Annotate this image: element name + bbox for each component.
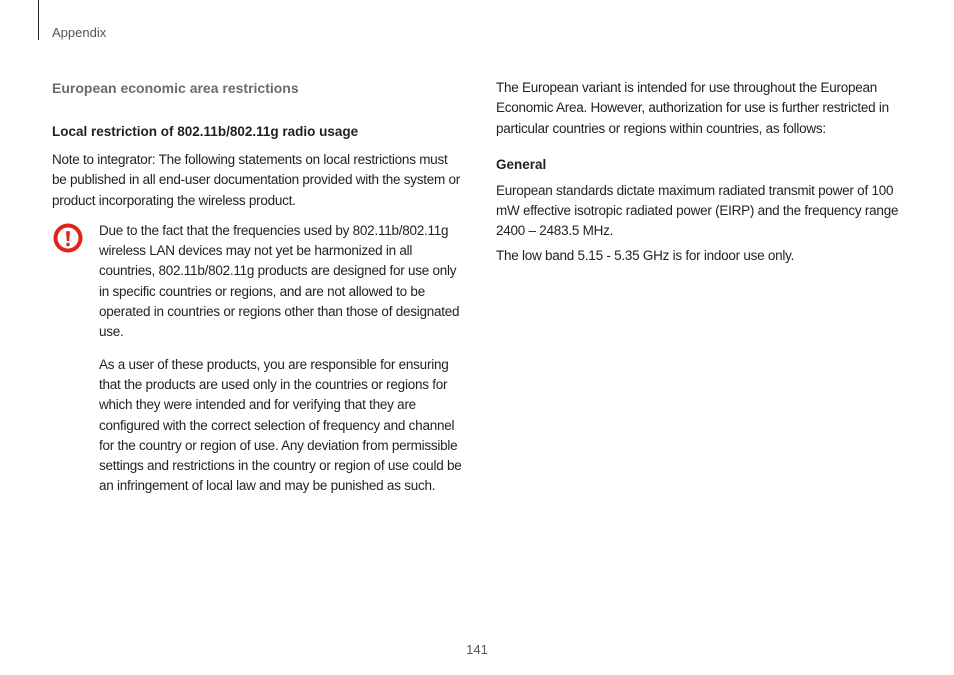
european-variant-paragraph: The European variant is intended for use throughout the European Economic Area. However, authorization for use is further restricted in particular countries or regions within countries, as follows: (496, 80, 889, 136)
caution-block (52, 221, 462, 497)
subheading-local-restriction: Local restriction of 802.11b/802.11g radio usage (52, 124, 359, 139)
section-title: European economic area restrictions (52, 80, 299, 96)
left-column (52, 78, 462, 509)
margin-rule (38, 0, 39, 40)
caution-icon (52, 222, 84, 254)
caution-paragraph-2: As a user of these products, you are responsible for ensuring that the products are used only in the countries or regions for which they were intended and for verifying that they are configured with the correct selection of frequency and channel for the country or region of use. Any deviation from permissible settings and restrictions in the country or region of use could be an infringement of local law and may be punished as such. (99, 356, 462, 494)
running-header: Appendix (52, 25, 107, 40)
general-paragraph-2: The low band 5.15 - 5.35 GHz is for indoor use only. (496, 247, 795, 263)
right-column (496, 78, 908, 274)
caution-paragraph-1: Due to the fact that the frequencies used by 802.11b/802.11g wireless LAN devices may not yet be harmonized in all countries, 802.11b/802.11g products are designed for use only in specific countries or regions, and are not allowed to be operated in countries or regions other than those of designated use. (99, 222, 460, 340)
general-paragraph-1: European standards dictate maximum radiated transmit power of 100 mW effective isotropic radiated power (EIRP) and the frequency range 2400 – 2483.5 MHz. (496, 182, 899, 239)
integrator-note: Note to integrator: The following statements on local restrictions must be published in all end-user documentation provided with the system or product incorporating the wireless product. (52, 152, 460, 208)
subheading-general: General (496, 156, 547, 172)
page-number: 141 (466, 642, 488, 657)
